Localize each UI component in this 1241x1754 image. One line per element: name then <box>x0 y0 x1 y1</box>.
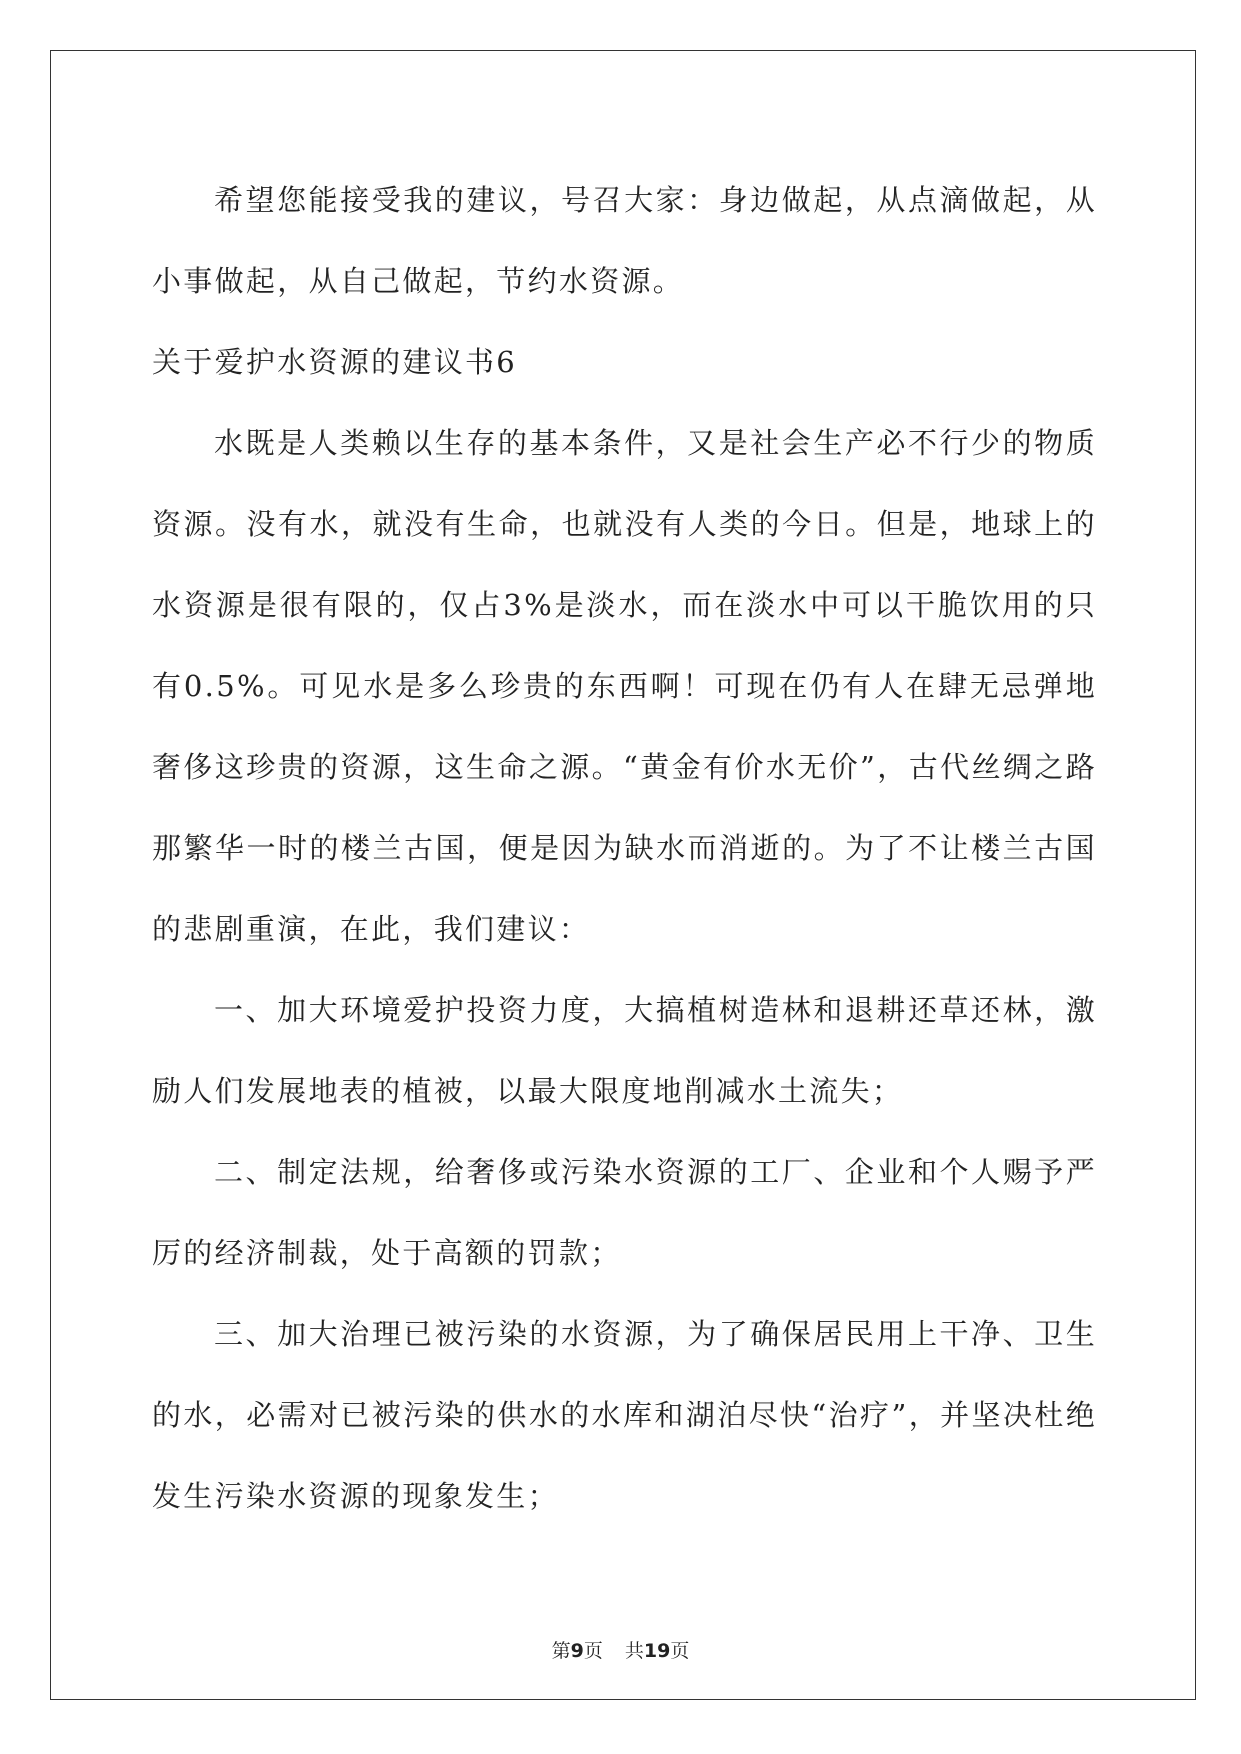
total-suffix: 页 <box>670 1640 690 1662</box>
page-suffix: 页 <box>583 1640 603 1662</box>
suggestion-1: 一、加大环境爱护投资力度，大搞植树造林和退耕还草还林，激励人们发展地表的植被，以最大限度地削减水土流失； <box>152 993 1097 1108</box>
page-footer <box>0 1636 1241 1663</box>
page-prefix: 第 <box>551 1640 571 1662</box>
paragraph-intro: 水既是人类赖以生存的基本条件，又是社会生产必不行少的物质资源。没有水，就没有生命，也就没有人类的今日。但是，地球上的水资源是很有限的，仅占3%是淡水，而在淡水中可以干脆饮用的只有0.5%。可见水是多么珍贵的东西啊！可现在仍有人在肆无忌弹地奢侈这珍贵的资源，这生命之源。“黄金有价水无价”，古代丝绸之路那繁华一时的楼兰古国，便是因为缺水而消逝的。为了不让楼兰古国的悲剧重演，在此，我们建议： <box>152 426 1097 946</box>
section-heading: 关于爱护水资源的建议书6 <box>152 345 518 379</box>
paragraph-closing: 希望您能接受我的建议，号召大家：身边做起，从点滴做起，从小事做起，从自己做起，节约水资源。 <box>152 183 1097 298</box>
suggestion-2: 二、制定法规，给奢侈或污染水资源的工厂、企业和个人赐予严厉的经济制裁，处于高额的罚款； <box>152 1155 1097 1270</box>
total-pages: 19 <box>643 1640 671 1662</box>
document-body <box>152 160 1097 1537</box>
total-prefix: 共 <box>624 1640 644 1662</box>
page-number: 9 <box>570 1640 584 1662</box>
suggestion-3: 三、加大治理已被污染的水资源，为了确保居民用上干净、卫生的水，必需对已被污染的供水的水库和湖泊尽快“治疗”，并坚决杜绝发生污染水资源的现象发生； <box>152 1317 1097 1513</box>
